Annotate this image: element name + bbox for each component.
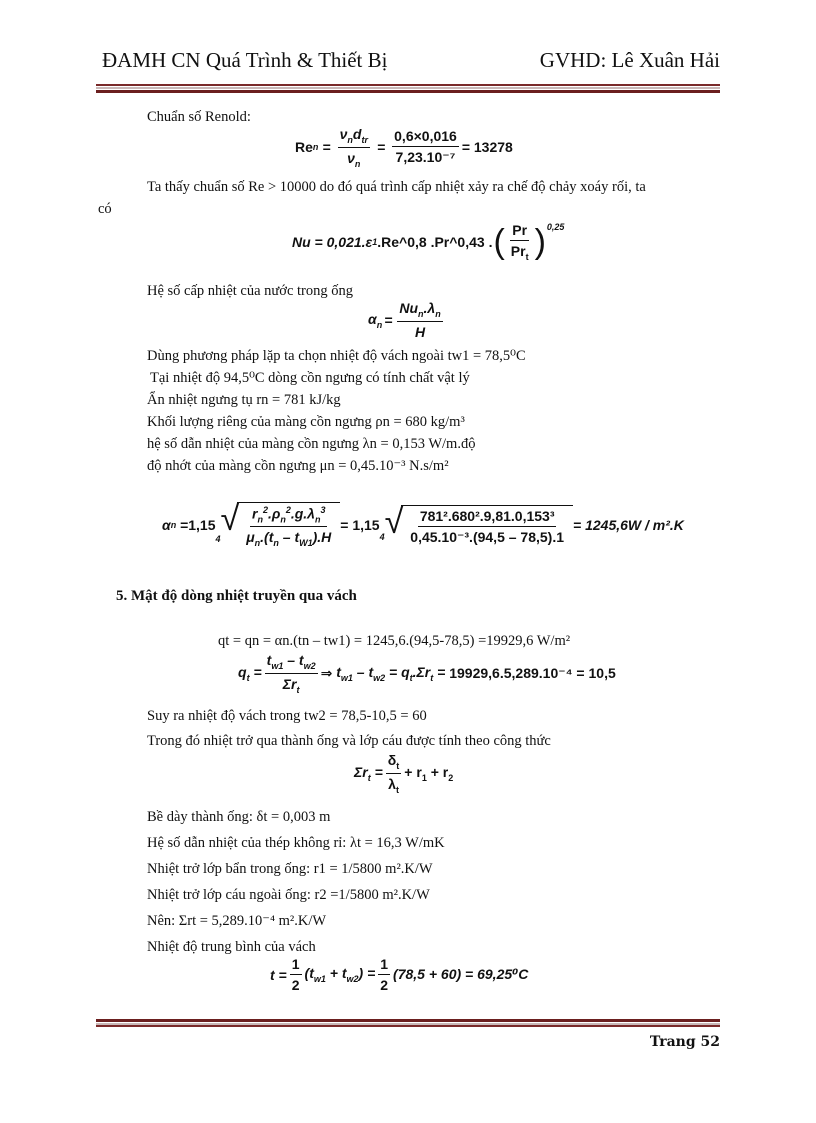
re-numerator: 0,6×0,016 (392, 128, 459, 147)
header-rule (96, 84, 720, 93)
nu-middle: .Re^0,8 .Pr^0,43 . (377, 233, 493, 250)
method-line: Dùng phương pháp lặp ta chọn nhiệt độ vách ngoài tw1 = 78,5⁰C (147, 348, 526, 364)
nu-lhs: Nu = 0,021.ε (292, 233, 373, 250)
alpha-label: Hệ số cấp nhiệt của nước trong ống (147, 283, 353, 299)
resistance-equation: $\Sigma r_t$ = $\frac{\delta_t}{\lambda_t}$ + $r_1 + r_2$ (354, 752, 454, 795)
heat-flux-line: qt = qn = αn.(tn – tw1) = 1245,6.(94,5-78,5) =19929,6 W/m² (218, 633, 571, 649)
resistance-intro: Trong đó nhiệt trở qua thành ống và lớp cáu được tính theo công thức (147, 733, 551, 749)
page-header (100, 48, 720, 78)
re-note-line-2: có (98, 201, 112, 217)
renold-label: Chuẩn số Renold: (147, 109, 251, 125)
r2-line: Nhiệt trở lớp cáu ngoài ống: r2 =1/5800 m².K/W (147, 887, 430, 903)
temp-props-line: Tại nhiệt độ 94,5⁰C dòng cồn ngưng có tính chất vật lý (150, 370, 470, 386)
alpha-water-equation: $\alpha_n$ = $\frac{Nu_n.\lambda_n}{H}$ (368, 300, 441, 340)
sum-resistance-line: Nên: Σrt = 5,289.10⁻⁴ m².K/W (147, 913, 327, 929)
header-title: ĐAMH CN Quá Trình & Thiết Bị (102, 48, 388, 72)
viscosity-line: độ nhớt của màng cồn ngưng μn = 0,45.10⁻³ N.s/m² (147, 458, 449, 474)
re-result: = 13278 (461, 139, 513, 156)
nusselt-equation: Nu = 0,021.ε 1 .Re^0,8 .Pr^0,43 . ( $\frac{Pr}{Pr_t}$ ) $^{0,25}$ (292, 222, 565, 262)
nu-power: 0,25 (546, 222, 565, 232)
inner-wall-line: Suy ra nhiệt độ vách trong tw2 = 78,5-10,5 = 60 (147, 708, 427, 724)
alpha-numerator: 781².680².9,81.0,153³ (418, 508, 557, 527)
alpha-result: = 1245,6W / m².K (573, 517, 684, 534)
re-denominator: 7,23.10⁻⁷ (395, 149, 456, 166)
mean-temp-label: Nhiệt độ trung bình của vách (147, 939, 316, 955)
re-lhs: Re (295, 139, 313, 156)
reynolds-equation: Re n = $\frac{\nu_nd_{tr}}{\nu_n}$ = $\frac{0,6\times 0,016}{\text{7,23.10⁻⁷}}$ = 13278 (295, 126, 513, 169)
alpha-coefficient: = 1,15 (340, 517, 380, 534)
thickness-line: Bề dày thành ống: δt = 0,003 m (147, 809, 331, 825)
footer-rule (96, 1018, 720, 1027)
wall-temp-equation: $q_t$ = $\frac{t_{w1} - t_{w2}}{\Sigma r_t}$ ⇒ $t_{w1} - t_{w2} = q_t.\Sigma r_t$ = 19929,6.5,289.10⁻⁴ = 10,5 (238, 652, 616, 695)
mean-temp-equation: t = $\frac{1}{2}$ $(t_{w1} + t_{w2})$ = $\frac{1}{2}$ (78,5 + 60) = 69,25⁰C (270, 956, 529, 993)
section-heading: 5. Mật độ dòng nhiệt truyền qua vách (116, 588, 357, 604)
r1-line: Nhiệt trở lớp bẩn trong ống: r1 = 1/5800 m².K/W (147, 861, 433, 877)
header-advisor: GVHD: Lê Xuân Hải (539, 48, 720, 72)
conductivity-line: hệ số dẫn nhiệt của màng cồn ngưng λn = 0,153 W/m.độ (147, 436, 476, 452)
density-line: Khối lượng riêng của màng cồn ngưng ρn = 680 kg/m³ (147, 414, 465, 430)
mean-temp-result: (78,5 + 60) = 69,25⁰C (393, 966, 529, 982)
steel-conductivity-line: Hệ số dẫn nhiệt của thép không rỉ: λt = 16,3 W/mK (147, 835, 445, 851)
q-result: 19929,6.5,289.10⁻⁴ = 10,5 (449, 664, 616, 681)
re-note-line-1: Ta thấy chuẩn số Re > 10000 do đó quá trình cấp nhiệt xảy ra chế độ chảy xoáy rối, ta (147, 179, 646, 195)
latent-heat-line: Ẩn nhiệt ngưng tụ rn = 781 kJ/kg (147, 392, 341, 408)
alpha-condensate-equation: α n =1,15 4 √ $\frac{r_n^2.\rho_n^2.g.\lambda_n^3}{\mu_n.(t_n - t_{W1}).H}$ = 1,15 4 √ $\frac{\text{781².680².9,81.0,153³}}{\text{0,45.10⁻³.(94,5 – 78,5).1}}$ = 1245,6W / m².K (162, 500, 684, 549)
alpha-lhs: α (162, 517, 171, 534)
alpha-denominator: 0,45.10⁻³.(94,5 – 78,5).1 (410, 528, 565, 545)
page-number: Trang 52 (649, 1034, 720, 1050)
